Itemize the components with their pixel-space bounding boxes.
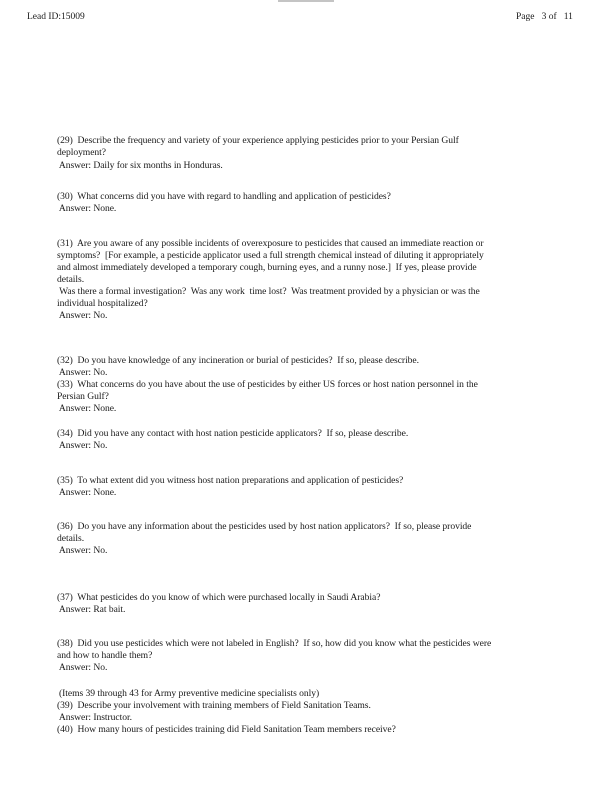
question-text: (30) What concerns did you have with regard to handling and application of pesticides? (57, 191, 391, 202)
question-text: Persian Gulf? (57, 391, 109, 402)
section-note: (Items 39 through 43 for Army preventive medicine specialists only) (59, 688, 320, 699)
question-text: (39) Describe your involvement with training members of Field Sanitation Teams. (57, 700, 371, 711)
answer-text: Answer: Instructor. (57, 712, 132, 723)
question-text: (33) What concerns do you have about the use of pesticides by either US forces or host nation personnel in the (57, 379, 478, 390)
answer-text: Answer: No. (57, 310, 108, 321)
question-text: individual hospitalized? (57, 298, 148, 309)
question-text: Was there a formal investigation? Was any work time lost? Was treatment provided by a physician or was the (57, 286, 480, 297)
question-text: details. (57, 274, 85, 285)
question-text: deployment? (57, 147, 107, 158)
answer-text: Answer: Daily for six months in Honduras. (57, 160, 223, 171)
answer-text: Answer: None. (57, 403, 117, 414)
question-text: (37) What pesticides do you know of which were purchased locally in Saudi Arabia? (57, 592, 381, 603)
lead-id: Lead ID:15009 (27, 12, 85, 22)
question-text: (31) Are you aware of any possible incidents of overexposure to pesticides that caused an immediate reaction or (57, 238, 484, 249)
answer-text: Answer: None. (57, 203, 117, 214)
question-text: (38) Did you use pesticides which were not labeled in English? If so, how did you know what the pesticides were (57, 638, 492, 649)
answer-text: Answer: No. (57, 367, 108, 378)
answer-text: Answer: No. (57, 545, 108, 556)
question-text: symptoms? [For example, a pesticide applicator used a full strength chemical instead of diluting it appropriately (57, 250, 484, 261)
question-text: (34) Did you have any contact with host nation pesticide applicators? If so, please describe. (57, 428, 409, 439)
question-text: and how to handle them? (57, 650, 153, 661)
page-top-rule (278, 0, 334, 2)
question-text: and almost immediately developed a temporary cough, burning eyes, and a runny nose.] If yes, please provide (57, 262, 477, 273)
answer-text: Answer: None. (57, 487, 117, 498)
question-text: (29) Describe the frequency and variety of your experience applying pesticides prior to your Persian Gulf (57, 135, 459, 146)
answer-text: Answer: No. (57, 440, 108, 451)
answer-text: Answer: Rat bait. (57, 604, 126, 615)
question-text: (32) Do you have knowledge of any incineration or burial of pesticides? If so, please describe. (57, 355, 419, 366)
question-text: details. (57, 533, 85, 544)
page-number: Page 3 of 11 (516, 12, 573, 22)
answer-text: Answer: No. (57, 662, 108, 673)
question-text: (36) Do you have any information about the pesticides used by host nation applicators? If so, please provide (57, 521, 472, 532)
question-text: (35) To what extent did you witness host nation preparations and application of pesticides? (57, 475, 404, 486)
question-text: (40) How many hours of pesticides training did Field Sanitation Team members receive? (57, 724, 396, 735)
